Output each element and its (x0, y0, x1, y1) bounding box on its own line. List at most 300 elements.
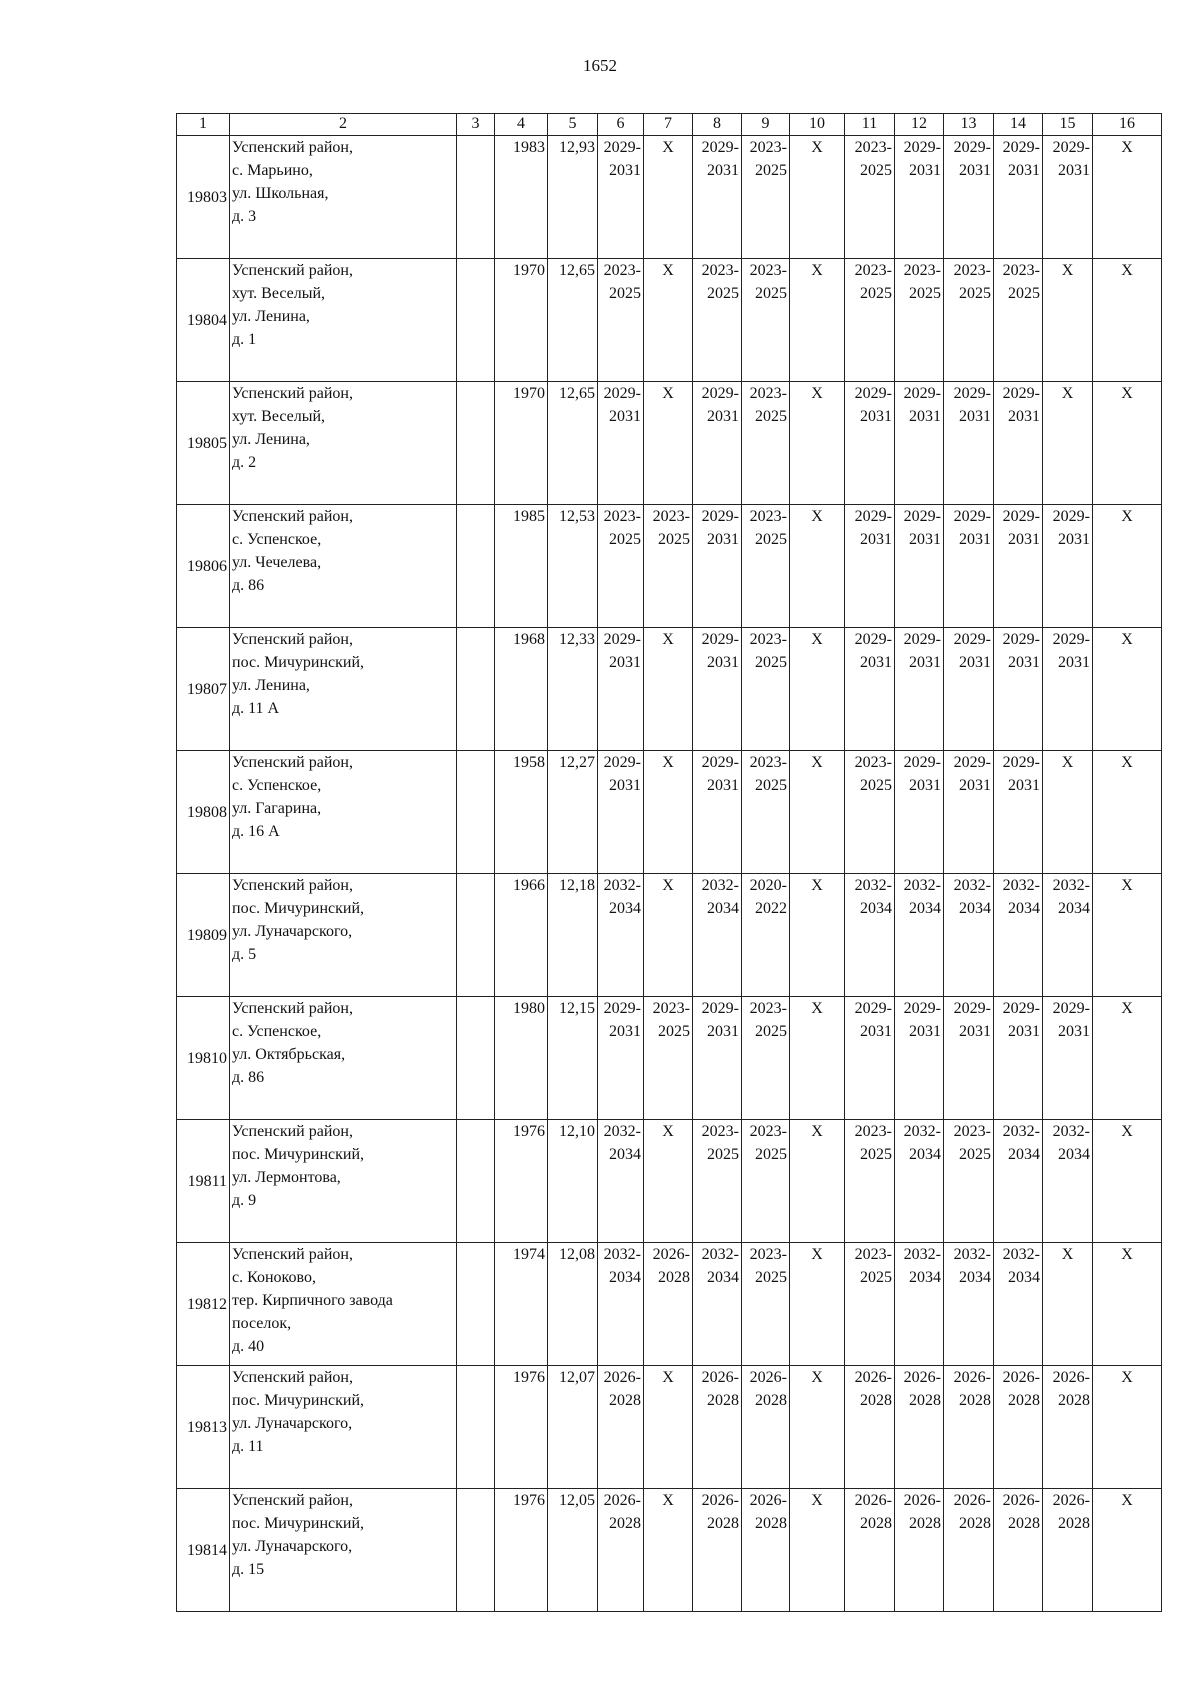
table-row (177, 628, 1162, 751)
value-cell: 12,18 (548, 874, 598, 997)
address-cell (230, 136, 457, 259)
period-cell (895, 259, 944, 382)
row-id-cell: 19812 (177, 1243, 230, 1366)
period-line: Х (811, 1000, 823, 1017)
period-cell (944, 1489, 994, 1612)
table-row (177, 1489, 1162, 1612)
address-cell (230, 382, 457, 505)
period-cell (1093, 751, 1162, 874)
period-line: 2026- (749, 1369, 787, 1386)
header-cell: 8 (693, 114, 742, 136)
column-3-cell (457, 997, 495, 1120)
period-cell (1043, 1243, 1093, 1366)
period-cell (598, 997, 644, 1120)
period-line: 2028 (1058, 1515, 1090, 1532)
period-cell (944, 628, 994, 751)
period-cell (742, 1243, 790, 1366)
period-line: 2028 (860, 1392, 892, 1409)
period-line: 2029- (1052, 1000, 1090, 1017)
period-cell (742, 628, 790, 751)
period-line: Х (1121, 754, 1133, 771)
address-line: д. 11 (232, 1438, 264, 1455)
period-line: 2026- (1052, 1492, 1090, 1509)
address-line: д. 86 (232, 1069, 265, 1086)
period-line: 2032- (701, 877, 739, 894)
period-line: 2025 (959, 285, 991, 302)
period-cell (994, 874, 1043, 997)
period-cell (644, 628, 693, 751)
period-line: 2023- (1002, 262, 1040, 279)
year-cell: 1976 (495, 1120, 548, 1243)
header-cell: 12 (895, 114, 944, 136)
column-3-cell (457, 751, 495, 874)
period-cell (693, 505, 742, 628)
period-cell (994, 628, 1043, 751)
period-line: 2026- (1052, 1369, 1090, 1386)
period-line: 2029- (903, 631, 941, 648)
period-line: 2029- (701, 754, 739, 771)
period-line: Х (811, 1492, 823, 1509)
period-line: 2029- (953, 508, 991, 525)
period-cell (742, 136, 790, 259)
period-line: 2031 (860, 1023, 892, 1040)
period-line: Х (662, 1123, 674, 1140)
period-cell (895, 874, 944, 997)
period-line: 2023- (652, 1000, 690, 1017)
year-cell: 1983 (495, 136, 548, 259)
period-line: 2029- (701, 385, 739, 402)
period-line: 2031 (707, 654, 739, 671)
period-cell (644, 259, 693, 382)
table-row (177, 382, 1162, 505)
period-line: 2023- (749, 1246, 787, 1263)
address-line: хут. Веселый, (232, 285, 326, 302)
period-cell (693, 136, 742, 259)
value-cell: 12,93 (548, 136, 598, 259)
period-line: Х (662, 1492, 674, 1509)
period-cell (1093, 136, 1162, 259)
period-line: 2026- (854, 1492, 892, 1509)
period-line: Х (811, 262, 823, 279)
period-line: 2023- (701, 1123, 739, 1140)
period-line: Х (811, 508, 823, 525)
period-cell (1093, 1489, 1162, 1612)
period-line: 2025 (658, 531, 690, 548)
period-line: 2029- (953, 1000, 991, 1017)
period-cell (644, 136, 693, 259)
value-cell: 12,65 (548, 259, 598, 382)
address-cell (230, 628, 457, 751)
period-line: 2032- (953, 1246, 991, 1263)
value-cell: 12,05 (548, 1489, 598, 1612)
period-line: 2032- (603, 1246, 641, 1263)
period-cell (845, 874, 895, 997)
period-cell (693, 382, 742, 505)
period-line: 2031 (609, 654, 641, 671)
period-line: 2031 (959, 531, 991, 548)
period-line: 2028 (707, 1392, 739, 1409)
period-cell (944, 997, 994, 1120)
period-line: 2032- (953, 877, 991, 894)
period-cell (994, 1120, 1043, 1243)
period-line: 2034 (609, 900, 641, 917)
table-row (177, 259, 1162, 382)
period-line: Х (662, 262, 674, 279)
period-cell (598, 382, 644, 505)
period-line: 2031 (959, 777, 991, 794)
row-id-cell: 19811 (177, 1120, 230, 1243)
value-cell: 12,08 (548, 1243, 598, 1366)
period-cell (790, 1120, 845, 1243)
value-cell: 12,27 (548, 751, 598, 874)
header-cell: 7 (644, 114, 693, 136)
period-cell (944, 1366, 994, 1489)
period-line: 2031 (707, 162, 739, 179)
address-line: Успенский район, (232, 1246, 353, 1263)
period-line: 2034 (909, 1146, 941, 1163)
period-cell (1093, 1243, 1162, 1366)
row-id-cell: 19807 (177, 628, 230, 751)
period-line: Х (811, 1123, 823, 1140)
address-line: Успенский район, (232, 139, 353, 156)
period-line: 2023- (903, 262, 941, 279)
period-line: 2031 (860, 531, 892, 548)
period-line: 2025 (860, 162, 892, 179)
period-line: 2026- (1002, 1492, 1040, 1509)
header-cell: 10 (790, 114, 845, 136)
period-cell (895, 628, 944, 751)
period-cell (742, 382, 790, 505)
period-line: Х (662, 631, 674, 648)
row-id-cell: 19808 (177, 751, 230, 874)
period-line: 2031 (959, 1023, 991, 1040)
period-line: 2025 (909, 285, 941, 302)
period-line: 2034 (860, 900, 892, 917)
period-line: 2023- (749, 1000, 787, 1017)
period-cell (598, 1120, 644, 1243)
period-line: 2028 (707, 1515, 739, 1532)
period-line: 2026- (749, 1492, 787, 1509)
address-line: д. 86 (232, 577, 265, 594)
period-line: 2029- (903, 385, 941, 402)
period-cell (742, 874, 790, 997)
table-row (177, 1366, 1162, 1489)
period-line: 2028 (1058, 1392, 1090, 1409)
period-line: 2025 (609, 531, 641, 548)
address-line: пос. Мичуринский, (232, 654, 365, 671)
period-line: 2029- (1002, 385, 1040, 402)
period-cell (598, 628, 644, 751)
period-line: 2031 (959, 408, 991, 425)
row-id-cell: 19806 (177, 505, 230, 628)
address-line: д. 15 (232, 1561, 265, 1578)
period-cell (790, 1489, 845, 1612)
period-line: Х (1061, 754, 1074, 771)
period-cell (742, 1120, 790, 1243)
period-cell (693, 1120, 742, 1243)
period-line: 2029- (1052, 139, 1090, 156)
period-line: 2025 (755, 1269, 787, 1286)
column-3-cell (457, 382, 495, 505)
address-line: д. 3 (232, 208, 257, 225)
column-3-cell (457, 1243, 495, 1366)
period-line: 2025 (707, 285, 739, 302)
period-line: Х (1121, 1369, 1133, 1386)
value-cell: 12,10 (548, 1120, 598, 1243)
period-line: 2025 (755, 777, 787, 794)
period-cell (944, 874, 994, 997)
period-line: 2025 (609, 285, 641, 302)
row-id-cell: 19809 (177, 874, 230, 997)
period-line: 2031 (909, 654, 941, 671)
period-line: 2032- (1052, 877, 1090, 894)
period-line: 2025 (755, 531, 787, 548)
period-line: 2028 (1008, 1392, 1040, 1409)
period-cell (693, 997, 742, 1120)
period-line: Х (1121, 877, 1133, 894)
address-line: д. 9 (232, 1192, 257, 1209)
period-cell (790, 751, 845, 874)
period-line: 2023- (603, 262, 641, 279)
period-cell (1093, 628, 1162, 751)
period-line: 2034 (707, 900, 739, 917)
period-line: 2029- (603, 754, 641, 771)
header-cell: 4 (495, 114, 548, 136)
period-line: 2026- (701, 1492, 739, 1509)
period-line: 2029- (1002, 139, 1040, 156)
period-cell (742, 997, 790, 1120)
period-line: 2034 (707, 1269, 739, 1286)
period-cell (845, 1243, 895, 1366)
period-cell (742, 505, 790, 628)
header-cell: 1 (177, 114, 230, 136)
period-cell (1043, 1120, 1093, 1243)
period-line: Х (1121, 385, 1133, 402)
period-line: 2026- (1002, 1369, 1040, 1386)
period-line: 2031 (1058, 654, 1090, 671)
period-line: 2031 (1008, 1023, 1040, 1040)
period-line: 2031 (860, 408, 892, 425)
period-line: 2031 (707, 531, 739, 548)
period-cell (944, 751, 994, 874)
period-line: 2029- (603, 139, 641, 156)
period-line: 2025 (707, 1146, 739, 1163)
header-cell: 6 (598, 114, 644, 136)
period-line: 2031 (959, 162, 991, 179)
period-line: 2032- (701, 1246, 739, 1263)
address-line: Успенский район, (232, 631, 353, 648)
period-line: 2023- (749, 385, 787, 402)
address-cell (230, 1120, 457, 1243)
address-cell (230, 1243, 457, 1366)
header-cell: 15 (1043, 114, 1093, 136)
period-line: Х (662, 139, 674, 156)
period-line: 2026- (603, 1369, 641, 1386)
period-cell (790, 628, 845, 751)
table-header-row (177, 114, 1162, 136)
header-cell: 2 (230, 114, 457, 136)
period-line: 2023- (854, 1246, 892, 1263)
period-cell (1093, 997, 1162, 1120)
address-line: тер. Кирпичного завода (232, 1292, 393, 1309)
period-cell (644, 1489, 693, 1612)
period-line: 2029- (903, 139, 941, 156)
period-line: 2023- (749, 508, 787, 525)
period-line: 2028 (959, 1515, 991, 1532)
period-cell (644, 997, 693, 1120)
period-line: 2026- (603, 1492, 641, 1509)
period-line: 2034 (1008, 1269, 1040, 1286)
period-line: 2029- (1052, 508, 1090, 525)
period-line: 2028 (658, 1269, 690, 1286)
period-line: 2034 (609, 1146, 641, 1163)
period-cell (994, 997, 1043, 1120)
column-3-cell (457, 505, 495, 628)
period-line: 2031 (1058, 531, 1090, 548)
table-row (177, 997, 1162, 1120)
period-line: Х (1121, 631, 1133, 648)
period-line: 2028 (1008, 1515, 1040, 1532)
period-cell (644, 874, 693, 997)
period-line: 2032- (1052, 1123, 1090, 1140)
period-line: 2026- (953, 1369, 991, 1386)
year-cell: 1966 (495, 874, 548, 997)
period-line: 2023- (749, 631, 787, 648)
period-line: 2029- (953, 631, 991, 648)
period-line: 2032- (1002, 1246, 1040, 1263)
period-line: 2031 (1008, 408, 1040, 425)
header-cell: 13 (944, 114, 994, 136)
period-cell (598, 1489, 644, 1612)
period-cell (598, 136, 644, 259)
value-cell: 12,07 (548, 1366, 598, 1489)
period-cell (598, 1243, 644, 1366)
period-cell (845, 1366, 895, 1489)
period-line: Х (1121, 508, 1133, 525)
period-line: 2031 (909, 162, 941, 179)
period-line: Х (1061, 262, 1074, 279)
period-line: Х (662, 1369, 674, 1386)
value-cell: 12,33 (548, 628, 598, 751)
period-cell (944, 382, 994, 505)
value-cell: 12,15 (548, 997, 598, 1120)
column-3-cell (457, 874, 495, 997)
period-line: 2026- (953, 1492, 991, 1509)
period-line: 2028 (959, 1392, 991, 1409)
period-line: 2031 (609, 777, 641, 794)
address-line: Успенский район, (232, 1492, 353, 1509)
address-line: ул. Чечелева, (232, 554, 322, 571)
period-line: 2029- (701, 631, 739, 648)
period-cell (790, 505, 845, 628)
period-line: 2028 (755, 1392, 787, 1409)
year-cell: 1970 (495, 259, 548, 382)
period-cell (1043, 628, 1093, 751)
period-cell (598, 505, 644, 628)
address-cell (230, 259, 457, 382)
period-line: Х (811, 1369, 823, 1386)
period-line: 2023- (854, 262, 892, 279)
address-cell (230, 505, 457, 628)
row-id-cell: 19810 (177, 997, 230, 1120)
period-line: 2023- (854, 139, 892, 156)
period-line: 2023- (749, 1123, 787, 1140)
period-cell (1043, 1489, 1093, 1612)
header-cell: 16 (1093, 114, 1162, 136)
period-cell (1043, 382, 1093, 505)
period-cell (845, 751, 895, 874)
address-line: с. Коноково, (232, 1269, 316, 1286)
period-cell (1043, 259, 1093, 382)
period-line: 2029- (701, 508, 739, 525)
period-line: 2026- (854, 1369, 892, 1386)
period-line: 2020- (749, 877, 787, 894)
period-cell (693, 874, 742, 997)
period-line: 2034 (959, 900, 991, 917)
period-line: 2023- (749, 754, 787, 771)
period-line: 2029- (854, 385, 892, 402)
address-line: пос. Мичуринский, (232, 1146, 365, 1163)
page-number: 1652 (583, 56, 617, 75)
table-row (177, 1120, 1162, 1243)
address-line: Успенский район, (232, 262, 353, 279)
address-line: д. 11 А (232, 700, 280, 717)
header-cell: 5 (548, 114, 598, 136)
period-line: Х (1121, 1492, 1133, 1509)
period-cell (895, 1120, 944, 1243)
period-cell (1093, 259, 1162, 382)
period-line: 2023- (953, 1123, 991, 1140)
period-cell (644, 1120, 693, 1243)
period-line: 2026- (701, 1369, 739, 1386)
year-cell: 1958 (495, 751, 548, 874)
period-cell (845, 259, 895, 382)
period-cell (845, 997, 895, 1120)
period-line: 2031 (707, 1023, 739, 1040)
period-cell (994, 505, 1043, 628)
address-line: ул. Гагарина, (232, 800, 322, 817)
period-line: 2025 (860, 777, 892, 794)
period-line: 2029- (1002, 508, 1040, 525)
period-cell (944, 259, 994, 382)
period-cell (944, 505, 994, 628)
period-line: 2029- (854, 1000, 892, 1017)
address-line: пос. Мичуринский, (232, 1392, 365, 1409)
address-line: д. 40 (232, 1338, 265, 1355)
period-line: 2031 (1008, 777, 1040, 794)
period-line: 2034 (1058, 1146, 1090, 1163)
period-cell (845, 628, 895, 751)
period-line: 2028 (609, 1392, 641, 1409)
period-cell (895, 1366, 944, 1489)
period-line: 2031 (909, 777, 941, 794)
period-line: 2029- (1002, 631, 1040, 648)
period-line: 2025 (755, 654, 787, 671)
period-cell (994, 1366, 1043, 1489)
period-line: 2023- (854, 754, 892, 771)
period-cell (693, 628, 742, 751)
address-line: пос. Мичуринский, (232, 1515, 365, 1532)
address-line: Успенский район, (232, 754, 353, 771)
period-line: 2023- (953, 262, 991, 279)
period-line: 2029- (701, 1000, 739, 1017)
period-cell (895, 751, 944, 874)
period-line: 2034 (959, 1269, 991, 1286)
period-line: 2029- (854, 631, 892, 648)
period-line: 2031 (1008, 162, 1040, 179)
period-line: Х (811, 754, 823, 771)
period-cell (1093, 1120, 1162, 1243)
